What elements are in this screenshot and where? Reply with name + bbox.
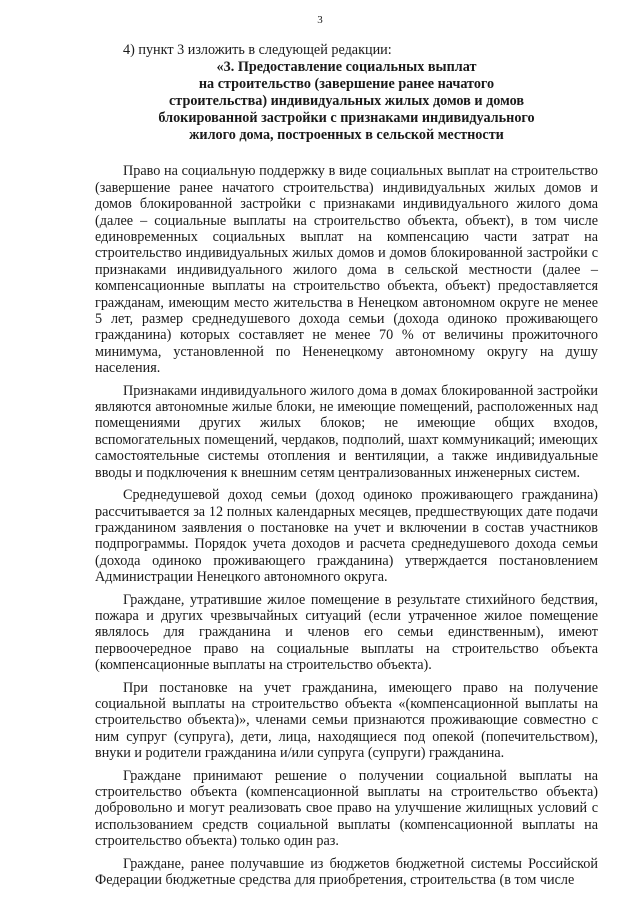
paragraph-one-time-right: Граждане принимают решение о получении социальной выплаты на строительство объекта (компенсационной выплаты на строительство объекта) добровольно и могут реализовать свое право на улучшение жилищных условий с использованием средств социальной выплаты (компенсационной выплаты на строительство объекта) только один раз.	[95, 767, 598, 850]
paragraph-blocked-housing-criteria: Признаками индивидуального жилого дома в домах блокированной застройки являются автономные жилые блоки, не имеющие помещений, расположенных над помещениями других жилых блоков; не имеющие общих входов, вспомогательных помещений, чердаков, подполий, шахт коммуникаций; имеющих самостоятельные системы отопления и вентиляции, а также индивидуальные вводы и подключения к внешним сетям централизованных инженерных систем.	[95, 382, 598, 481]
heading-line: строительства) индивидуальных жилых домов и домов	[169, 93, 524, 109]
paragraph-family-members: При постановке на учет гражданина, имеющего право на получение социальной выплаты на строительство объекта «(компенсационной выплаты на строительство объекта)», членами семьи признаются проживающие совместно с ним супруг (супруга), дети, лица, находящиеся под опекой (попечительством), внуки и родители гражданина и/или супруга (супруги) гражданина.	[95, 679, 598, 762]
amendment-intro: 4) пункт 3 изложить в следующей редакции:	[123, 42, 392, 58]
paragraph-income-calculation: Среднедушевой доход семьи (доход одиноко проживающего гражданина) рассчитывается за 12 полных календарных месяцев, предшествующих дате подачи гражданином заявления о постановке на учет и включении в состав участников подпрограммы. Порядок учета доходов и расчета среднедушевого дохода семьи (дохода одиноко проживающего гражданина) утверждается постановлением Администрации Ненецкого автономного округа.	[95, 487, 598, 586]
heading-line: на строительство (завершение ранее начатого	[198, 76, 495, 93]
heading-line: блокированной застройки с признаками индивидуального	[158, 109, 535, 126]
paragraph-eligibility: Право на социальную поддержку в виде социальных выплат на строительство (завершение ранее начатого строительства) индивидуальных жилых домов и домов блокированной застройки с признаками индивидуального жилого дома (далее – социальные выплаты на строительство объекта, объект), в том числе единовременных социальных выплат на компенсацию части затрат на строительство индивидуальных жилых домов и домов блокированной застройки с признаками индивидуального жилого дома в сельской местности (далее – компенсационные выплаты на строительство объекта, объект) предоставляется гражданам, имеющим место жительства в Ненецком автономном округе не менее 5 лет, размер среднедушевого дохода семьи (дохода одиноко проживающего гражданина) которых составляет не менее 70 % от величины прожиточного минимума, установленной по Нененецкому автономному округу на душу населения.	[95, 163, 598, 377]
page-number: 3	[317, 14, 323, 26]
section-heading	[95, 59, 598, 143]
paragraph-priority-right: Граждане, утратившие жилое помещение в результате стихийного бедствия, пожара и других чрезвычайных ситуаций (если утраченное жилое помещение являлось для гражданина и членов его семьи единственным), имеют первоочередное право на социальные выплаты на строительство объекта (компенсационные выплаты на строительство объекта).	[95, 591, 598, 674]
document-body	[95, 42, 598, 894]
heading-line: «3. Предоставление социальных выплат	[216, 59, 477, 76]
heading-line: жилого дома, построенных в сельской местности	[189, 126, 504, 143]
paragraph-previous-recipients: Граждане, ранее получавшие из бюджетов бюджетной системы Российской Федерации бюджетные средства для приобретения, строительства (в том числе	[95, 855, 598, 889]
